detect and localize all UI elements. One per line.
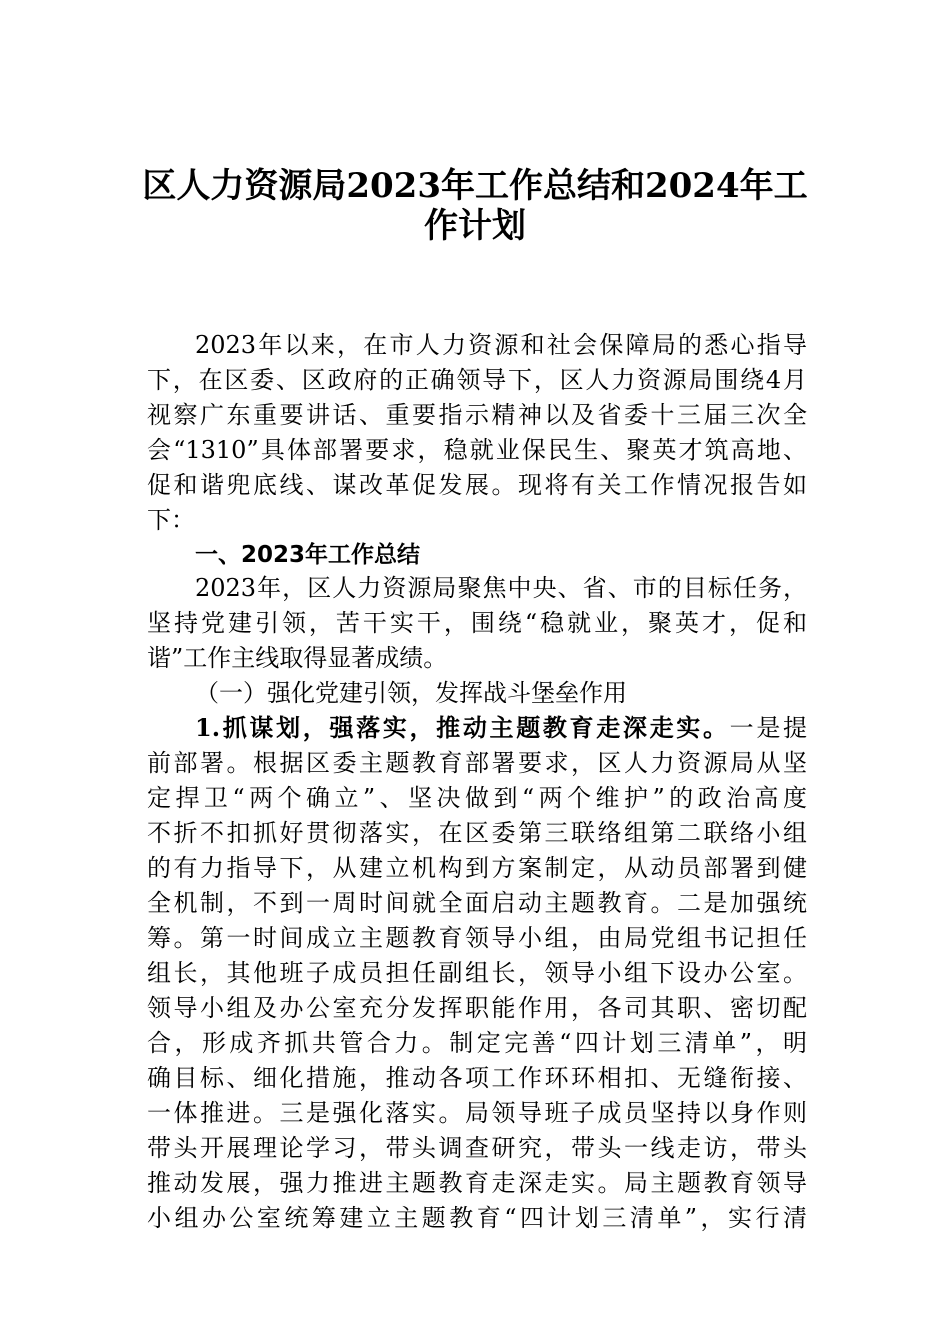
intro-line: 会“1310”具体部署要求，稳就业保民生、聚英才筑高地、 xyxy=(147,436,807,464)
intro-line: 视察广东重要讲话、重要指示精神以及省委十三届三次全 xyxy=(147,401,807,429)
intro-line: 2023年以来，在市人力资源和社会保障局的悉心指导 xyxy=(195,331,807,359)
item-paragraph-line: 确目标、细化措施，推动各项工作环环相扣、无缝衔接、 xyxy=(147,1064,807,1092)
item-paragraph-line: 不折不扣抓好贯彻落实，在区委第三联络组第二联络小组 xyxy=(147,819,807,847)
intro-line: 下： xyxy=(147,506,195,534)
item-paragraph-line: 合，形成齐抓共管合力。制定完善“四计划三清单”，明 xyxy=(147,1029,807,1057)
item-paragraph-line: 带头开展理论学习，带头调查研究，带头一线走访，带头 xyxy=(147,1134,807,1162)
section-paragraph-line: 2023年，区人力资源局聚焦中央、省、市的目标任务， xyxy=(195,574,807,602)
document-title-line-1: 区人力资源局2023年工作总结和2024年工 xyxy=(142,166,808,206)
item-lead-rest: 一是提 xyxy=(729,714,807,742)
item-paragraph-line: 一体推进。三是强化落实。局领导班子成员坚持以身作则 xyxy=(147,1099,807,1127)
document-title-line-2: 作计划 xyxy=(424,206,526,246)
item-paragraph-line: 定捍卫“两个确立”、坚决做到“两个维护”的政治高度 xyxy=(147,784,807,812)
item-paragraph-line: 组长，其他班子成员担任副组长，领导小组下设办公室。 xyxy=(147,959,807,987)
section-paragraph-line: 坚持党建引领，苦干实干，围绕“稳就业，聚英才，促和 xyxy=(147,609,807,637)
item-paragraph-line: 筹。第一时间成立主题教育领导小组，由局党组书记担任 xyxy=(147,924,807,952)
item-paragraph-line: 推动发展，强力推进主题教育走深走实。局主题教育领导 xyxy=(147,1169,807,1197)
item-paragraph-line: 领导小组及办公室充分发挥职能作用，各司其职、密切配 xyxy=(147,994,807,1022)
item-paragraph-line: 全机制，不到一周时间就全面启动主题教育。二是加强统 xyxy=(147,889,807,917)
item-paragraph-line: 前部署。根据区委主题教育部署要求，区人力资源局从坚 xyxy=(147,749,807,777)
intro-line: 促和谐兜底线、谋改革促发展。现将有关工作情况报告如 xyxy=(147,471,807,499)
section-heading: 一、2023年工作总结 xyxy=(195,542,421,568)
item-paragraph-line: 小组办公室统筹建立主题教育“四计划三清单”，实行清 xyxy=(147,1204,807,1232)
item-first-line xyxy=(195,711,807,745)
item-bold-lead: 1.抓谋划，强落实，推动主题教育走深走实。 xyxy=(195,713,730,742)
subsection-heading: （一）强化党建引领，发挥战斗堡垒作用 xyxy=(195,679,627,707)
item-paragraph-line: 的有力指导下，从建立机构到方案制定，从动员部署到健 xyxy=(147,854,807,882)
intro-line: 下，在区委、区政府的正确领导下，区人力资源局围绕4月 xyxy=(147,366,807,394)
section-paragraph-line: 谐”工作主线取得显著成绩。 xyxy=(147,644,448,672)
